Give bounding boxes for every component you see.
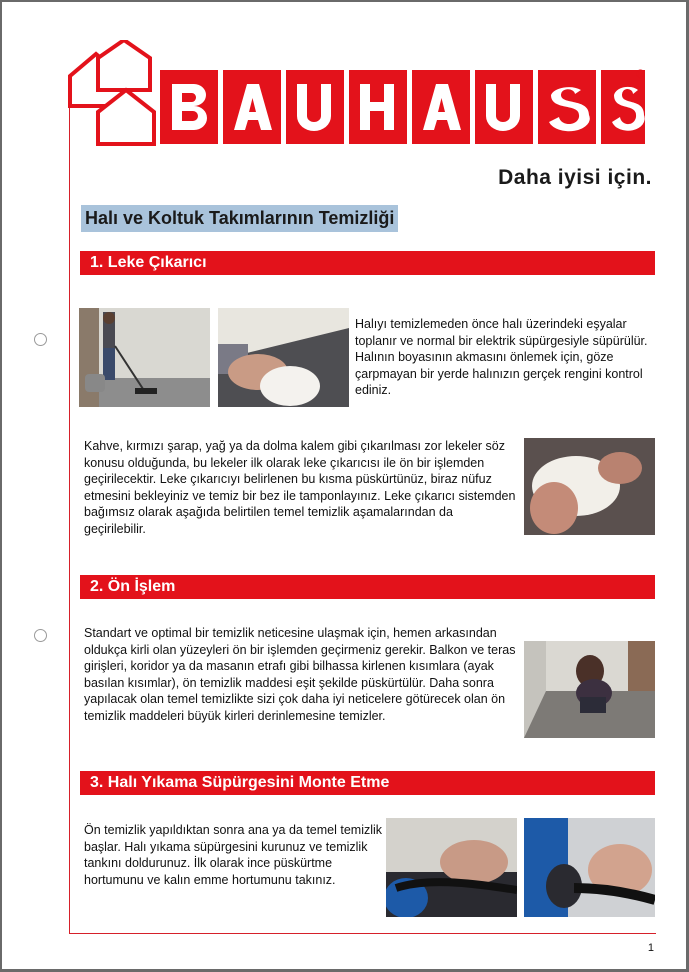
- photo-dabbing-stain: [524, 438, 655, 535]
- page-number: 1: [647, 942, 654, 954]
- tagline-text: Daha iyisi için: [498, 166, 646, 189]
- margin-line-vertical: [69, 104, 70, 934]
- photo-attaching-hose: [386, 818, 517, 917]
- photo-testing-carpet-color: [218, 308, 349, 407]
- section-3-paragraph-1: Ön temizlik yapıldıktan sonra ana ya da temel temizlik başlar. Halı yıkama süpürgesini kurunuz ve temizlik tankını doldurunuz. İlk olarak ince püskürtme hortumunu ve kalın emme hortumunu takınız.: [84, 823, 383, 887]
- registered-mark: ®: [636, 67, 645, 81]
- photo-attaching-suction-hose: [524, 818, 655, 917]
- document-page: [2, 2, 686, 969]
- photo-pretreatment-spraying: [524, 641, 655, 738]
- margin-line-horizontal: [69, 933, 656, 934]
- bauhaus-logo: [68, 40, 658, 150]
- punch-hole-top: [34, 333, 47, 346]
- section-1-heading: 1. Leke Çıkarıcı: [80, 251, 655, 275]
- section-2-heading: 2. Ön İşlem: [80, 575, 655, 599]
- section-3-heading: 3. Halı Yıkama Süpürgesini Monte Etme: [80, 771, 655, 795]
- tagline-dot: .: [645, 166, 652, 189]
- section-1-paragraph-1: Halıyı temizlemeden önce halı üzerindeki eşyalar toplanır ve normal bir elektrik süpürgesiyle süpürülür. Halının boyasının akmasını önlemek için, göze çarpmayan bir yerde halınızın gerçek rengini kontrol ediniz.: [355, 317, 648, 397]
- tagline: [498, 166, 652, 190]
- section-2-paragraph-1: Standart ve optimal bir temizlik neticesine ulaşmak için, hemen arkasından oldukça kirli olan yüzeyleri ön bir işlemden geçirmeniz gerekir. Balkon ve teras girişleri, koridor ya da masanın etrafı gibi bilhassa kirlenen kısımlara (ayak basılan kısımlar), ön temizlik maddesi eşit şekilde püskürtülür. Daha sonra yapılacak olan temel temizlikte sizi çok daha iyi neticelere götürecek olan ön temizlik maddeleri büyük kirleri derinlemesine temizler.: [84, 626, 516, 723]
- page-title: Halı ve Koltuk Takımlarının Temizliği: [81, 205, 398, 232]
- section-1-paragraph-2: Kahve, kırmızı şarap, yağ ya da dolma kalem gibi çıkarılması zor lekeler söz konusu olduğunda, bu lekeler ilk olarak leke çıkarıcısı ile ön bir işlemden geçirilecektir. Leke çıkarıcıyı belirlenen bu kısma püskürtünüz, biraz nüfuz etmesini bekleyiniz ve temiz bir bez ile tamponlayınız. Leke çıkarıcı sistemden bağımsız olarak aşağıda belirtilen temel temizlik aşamalarından da geçirilebilir.: [84, 439, 516, 536]
- photo-vacuuming-carpet: [79, 308, 210, 407]
- punch-hole-bottom: [34, 629, 47, 642]
- house-icon: [70, 40, 154, 144]
